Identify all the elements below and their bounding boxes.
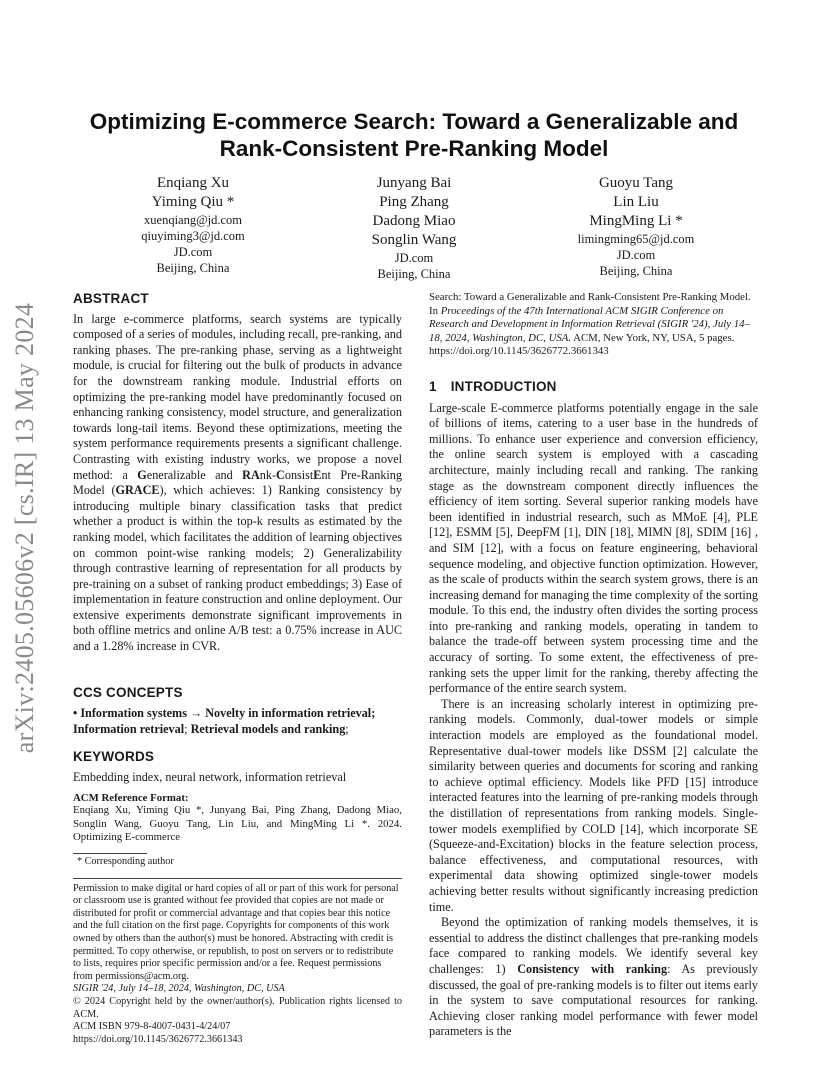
- author-affiliation: JD.com: [616, 248, 656, 262]
- author-column-1: [93, 174, 293, 276]
- ccs-concepts: • Information systems → Novelty in information retrieval; Information retrieval; Retrieval models and ranking;: [73, 706, 376, 736]
- author-name: MingMing Li *: [589, 213, 683, 229]
- copyright-line: © 2024 Copyright held by the owner/author(s). Publication rights licensed to ACM.: [73, 995, 402, 1020]
- author-name: Dadong Miao: [372, 213, 456, 229]
- author-name: Guoyu Tang: [598, 175, 674, 191]
- title-line-2: Rank-Consistent Pre-Ranking Model: [219, 136, 609, 161]
- keywords-heading: KEYWORDS: [73, 749, 155, 765]
- acm-reference-heading: ACM Reference Format:: [73, 791, 189, 804]
- permission-divider: [73, 878, 402, 879]
- author-name: Junyang Bai: [376, 175, 452, 191]
- acm-reference-continued: Search: Toward a Generalizable and Rank-Consistent Pre-Ranking Model. In Proceedings of the 47th International ACM SIGIR Conference on Research and Development in Information Retrieval (SIGIR '24), July 14–18, 2024, Washington, DC, USA. ACM, New York, NY, USA, 5 pages. https://doi.org/10.1145/3626772.3661343: [429, 291, 751, 358]
- intro-paragraph-3: Beyond the optimization of ranking models themselves, it is essential to address the distinct challenges that pre-ranking models face compared to ranking models. We identify several key challenges: 1) Consistency with ranking: As previously discussed, the goal of pre-ranking models is to filter out items early in the system to save computational resources for ranking. Achieving closer ranking model performance with fewer model parameters is the: [429, 915, 758, 1039]
- author-name: Songlin Wang: [371, 232, 457, 248]
- intro-paragraph-2: There is an increasing scholarly interest in optimizing pre-ranking models. Commonly, dual-tower models or simple interaction models are employed as the foundational model. Representative dual-tower models like DSSM [2] calculate the similarity between queries and documents for scoring and ranking to achieve optimal efficiency. Models like PFD [15] introduce interacted features into the learning of pre-ranking models through the distillation of representations from ranking models. Single-tower models exemplified by COLD [14], which incorporate SE (Squeeze-and-Excitation) blocks in the feature selection process, balance effectiveness, and computational resources, with experimental data showing optimized single-tower models achieving better results without significantly increasing prediction time.: [429, 696, 758, 914]
- abstract-heading: ABSTRACT: [73, 291, 149, 306]
- author-name: Ping Zhang: [379, 194, 449, 210]
- abstract-text: In large e-commerce platforms, search systems are typically composed of a series of modules, including recall, pre-ranking, and ranking phases. The pre-ranking phase, serving as a lightweight module, is crucial for filtering out the bulk of products in advance for the downstream ranking module. Industrial efforts on optimizing the pre-ranking model have predominantly focused on enhancing ranking consistency, model structure, and generalization towards long-tail items. Beyond these optimizations, meeting the system performance requirements presents a significant challenge. Contrasting with existing industry works, we propose a novel method: a Generalizable and RAnk-ConsistEnt Pre-Ranking Model (GRACE), which achieves: 1) Ranking consistency by introducing multiple binary classification tasks that predict whether a product is within the top-k results as estimated by the ranking model, which facilitates the addition of learning objectives on common point-wise ranking models; 2) Generalizability through contrastive learning of representation for all products by pre-training on a subset of ranking product embeddings; 3) Ease of implementation in feature construction and online deployment. Our extensive experiments demonstrate significant improvements in both offline metrics and online A/B test: a 0.75% increase in AUC and a 1.28% increase in CVR.: [73, 311, 402, 654]
- intro-paragraph-1: Large-scale E-commerce platforms potentially engage in the sale of billions of items, catering to a user base in the hundreds of millions. To enhance user experience and conversion efficiency, the online search system is employed with a cascading architecture, mainly including recall and ranking. The ranking stage as the downstream component directly influences the efficiency of item sorting. Several superior ranking models have been identified in industrial research, such as MMoE [4], PLE [12], ESMM [5], DeepFM [1], DIN [18], MIMN [8], SDIM [16] , and SIM [12], with a focus on feature engineering, behavioral sequence modeling, and objective function optimization. However, as the scale of products within the search system grows, there is an increasing demand for managing the time complexity of the sorting module. To this end, the industry often divides the sorting process into pre-ranking and ranking models, operating in tandem to balance the trade-off between system processing time and the accuracy of sorting. To some extent, the effectiveness of pre-ranking sets the upper limit for the ranking, thereby affecting the performance of the entire search system.: [429, 400, 758, 696]
- right-column: [429, 291, 758, 1040]
- author-column-2: [314, 174, 514, 282]
- author-affiliation: Beijing, China: [377, 267, 451, 281]
- keywords-text: Embedding index, neural network, information retrieval: [73, 770, 347, 785]
- title-line-1: Optimizing E-commerce Search: Toward a Generalizable and: [89, 109, 739, 134]
- ccs-heading: CCS CONCEPTS: [73, 684, 183, 700]
- acm-reference-text: Enqiang Xu, Yiming Qiu *, Junyang Bai, Ping Zhang, Dadong Miao, Songlin Wang, Guoyu Tang, Lin Liu, and MingMing Li *. 2024. Optimizing E-commerce: [73, 804, 402, 844]
- author-affiliation: Beijing, China: [156, 261, 230, 275]
- permission-notice: Permission to make digital or hard copies of all or part of this work for personal or classroom use is granted without fee provided that copies are not made or distributed for profit or commercial advantage and that copies bear this notice and the full citation on the first page. Copyrights for components of this work owned by others than the author(s) must be honored. Abstracting with credit is permitted. To copy otherwise, or republish, to post on servers or to redistribute to lists, requires prior specific permission and/or a fee. Request permissions from permissions@acm.org.: [73, 882, 399, 982]
- author-email: limingming65@jd.com: [577, 232, 695, 246]
- footnote: * Corresponding author: [77, 856, 174, 867]
- left-column: [73, 291, 402, 1046]
- author-name: Enqiang Xu: [156, 175, 230, 191]
- author-name: Yiming Qiu *: [151, 194, 235, 210]
- doi-line: https://doi.org/10.1145/3626772.3661343: [73, 1033, 243, 1045]
- author-affiliation: JD.com: [173, 245, 213, 259]
- author-column-3: [536, 174, 736, 279]
- author-email: qiuyiming3@jd.com: [141, 229, 245, 243]
- author-affiliation: JD.com: [394, 251, 434, 265]
- paper-title: [70, 108, 758, 162]
- isbn-line: ACM ISBN 979-8-4007-0431-4/24/07: [73, 1021, 231, 1033]
- venue-line: SIGIR '24, July 14–18, 2024, Washington, DC, USA: [73, 983, 285, 995]
- arxiv-identifier: arXiv:2405.05606v2 [cs.IR] 13 May 2024: [10, 302, 39, 754]
- author-email: xuenqiang@jd.com: [144, 213, 242, 227]
- author-name: Lin Liu: [613, 194, 659, 210]
- introduction-heading: 1 INTRODUCTION: [429, 378, 557, 394]
- footnote-divider: [73, 853, 147, 854]
- author-affiliation: Beijing, China: [599, 264, 673, 278]
